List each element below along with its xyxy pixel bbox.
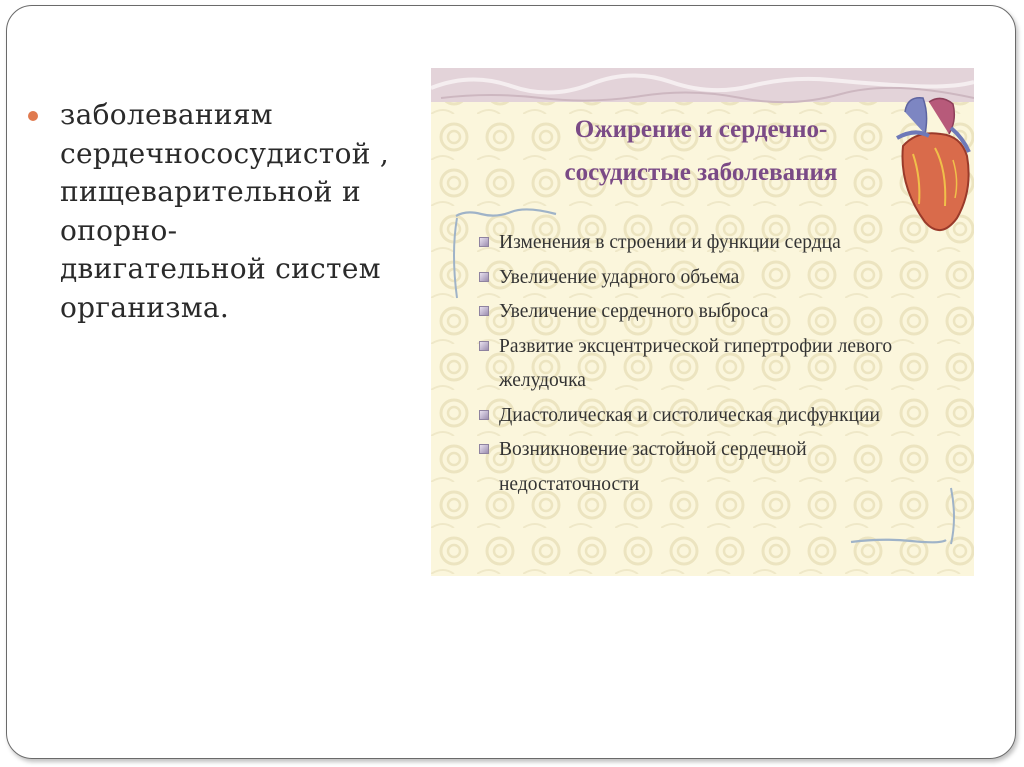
list-item-text: Развитие эксцентрической гипертрофии левого bbox=[499, 335, 893, 357]
list-item-text: Возникновение застойной сердечной bbox=[499, 439, 807, 460]
bullet-dot bbox=[28, 111, 38, 121]
list-item bbox=[475, 330, 945, 399]
bullet-line: сердечнососудистой , bbox=[60, 136, 390, 170]
list-item-text: Увеличение сердечного выброса bbox=[499, 301, 769, 322]
list-item bbox=[475, 399, 945, 434]
list-item-text: Диастолическая и систолическая дисфункции bbox=[499, 404, 880, 426]
bullet-square-icon bbox=[479, 272, 489, 282]
list-item-text: недостаточности bbox=[499, 473, 640, 495]
bullet-square-icon bbox=[479, 237, 489, 247]
list-item bbox=[475, 433, 945, 502]
bullet-square-icon bbox=[479, 444, 489, 454]
bullet-line: пищеварительной и bbox=[60, 175, 361, 208]
heart-illustration bbox=[895, 94, 971, 244]
bullet-line: опорно- bbox=[60, 213, 178, 247]
embedded-slide-title bbox=[521, 108, 881, 194]
list-item-text: Увеличение ударного объема bbox=[499, 266, 740, 288]
list-item-text: Изменения в строении и функции сердца bbox=[499, 232, 841, 253]
list-item bbox=[475, 226, 945, 261]
list-item bbox=[475, 261, 945, 296]
bullet-square-icon bbox=[479, 341, 489, 351]
bullet-line: заболеваниям bbox=[60, 98, 273, 131]
title-line: сосудистые заболевания bbox=[564, 159, 838, 186]
list-item-text: желудочка bbox=[499, 370, 586, 391]
embedded-slide-image bbox=[431, 68, 974, 576]
bullet-line: двигательной систем bbox=[60, 252, 381, 285]
title-line: Ожирение и сердечно- bbox=[574, 116, 828, 143]
bullet-text-block bbox=[28, 96, 428, 327]
embedded-slide-list bbox=[475, 226, 945, 502]
bullet-line: организма. bbox=[60, 290, 230, 324]
bullet-square-icon bbox=[479, 410, 489, 420]
bullet-square-icon bbox=[479, 306, 489, 316]
list-item bbox=[475, 295, 945, 330]
